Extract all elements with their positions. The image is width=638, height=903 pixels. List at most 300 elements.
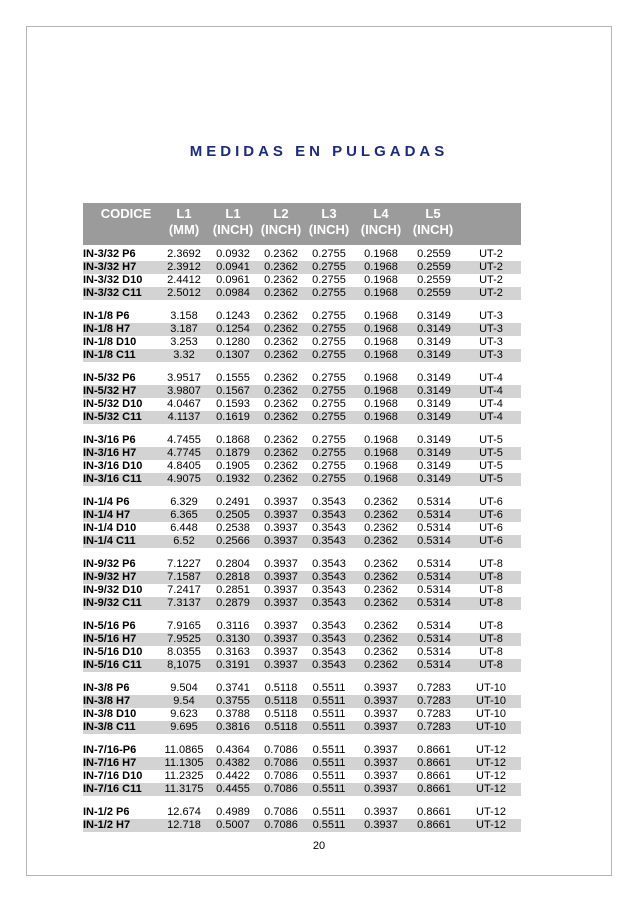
cell-codice: IN-7/16 D10 bbox=[83, 770, 143, 782]
header-l3-top: L3 bbox=[321, 206, 337, 221]
cell-l4-inch: 0.2362 bbox=[364, 633, 398, 645]
cell-l1-mm: 11.0865 bbox=[164, 744, 204, 756]
cell-codice: IN-5/32 P6 bbox=[83, 372, 136, 384]
cell-l1-inch: 0.3788 bbox=[216, 708, 250, 720]
cell-l5-inch: 0.8661 bbox=[417, 806, 451, 818]
cell-codice: IN-5/16 P6 bbox=[83, 620, 136, 632]
cell-codice: IN-1/8 H7 bbox=[83, 323, 131, 335]
table-row bbox=[83, 571, 521, 584]
cell-l1-mm: 2.3912 bbox=[167, 261, 201, 273]
cell-codice: IN-3/8 C11 bbox=[83, 721, 136, 733]
cell-codice: IN-3/8 P6 bbox=[83, 682, 130, 694]
table-row bbox=[83, 434, 521, 447]
cell-l2-inch: 0.7086 bbox=[264, 806, 298, 818]
cell-l5-inch: 0.7283 bbox=[417, 721, 451, 733]
cell-l3-inch: 0.5511 bbox=[312, 721, 346, 733]
cell-l5-inch: 0.3149 bbox=[417, 473, 451, 485]
cell-l1-mm: 4.7745 bbox=[167, 447, 201, 459]
cell-l3-inch: 0.5511 bbox=[312, 770, 346, 782]
cell-l5-inch: 0.2559 bbox=[417, 287, 451, 299]
cell-codice: IN-3/32 H7 bbox=[83, 261, 137, 273]
cell-tool-code: UT-8 bbox=[479, 597, 503, 609]
header-l1-bottom: (INCH) bbox=[212, 222, 254, 237]
cell-l1-inch: 0.4422 bbox=[216, 770, 250, 782]
cell-l1-inch: 0.2851 bbox=[216, 584, 250, 596]
cell-tool-code: UT-12 bbox=[476, 806, 506, 818]
cell-tool-code: UT-12 bbox=[476, 757, 506, 769]
cell-l4-inch: 0.1968 bbox=[364, 349, 398, 361]
header-l1mm-bottom: (MM) bbox=[168, 222, 200, 237]
cell-l4-inch: 0.1968 bbox=[364, 336, 398, 348]
cell-l3-inch: 0.5511 bbox=[312, 757, 346, 769]
cell-l5-inch: 0.3149 bbox=[417, 323, 451, 335]
cell-l1-inch: 0.0984 bbox=[216, 287, 250, 299]
cell-l2-inch: 0.3937 bbox=[264, 597, 298, 609]
cell-codice: IN-9/32 C11 bbox=[83, 597, 142, 609]
cell-codice: IN-5/16 H7 bbox=[83, 633, 137, 645]
cell-l1-inch: 0.1879 bbox=[216, 447, 250, 459]
cell-l5-inch: 0.5314 bbox=[417, 620, 451, 632]
cell-l2-inch: 0.5118 bbox=[264, 721, 298, 733]
cell-l5-inch: 0.8661 bbox=[417, 770, 451, 782]
cell-l1-inch: 0.0941 bbox=[216, 261, 250, 273]
group-spacer bbox=[83, 548, 521, 558]
cell-l5-inch: 0.7283 bbox=[417, 682, 451, 694]
table-row bbox=[83, 522, 521, 535]
cell-l3-inch: 0.2755 bbox=[312, 323, 346, 335]
cell-l1-mm: 3.9807 bbox=[167, 385, 201, 397]
cell-l1-inch: 0.3741 bbox=[216, 682, 250, 694]
cell-l1-inch: 0.3116 bbox=[216, 620, 250, 632]
cell-l1-mm: 3.187 bbox=[170, 323, 198, 335]
cell-tool-code: UT-6 bbox=[479, 509, 503, 521]
table-body bbox=[83, 248, 521, 832]
cell-l2-inch: 0.2362 bbox=[264, 398, 298, 410]
cell-l1-inch: 0.1555 bbox=[216, 372, 250, 384]
header-l1mm bbox=[159, 206, 209, 238]
cell-tool-code: UT-12 bbox=[476, 783, 506, 795]
cell-l1-mm: 11.2325 bbox=[164, 770, 204, 782]
cell-l3-inch: 0.5511 bbox=[312, 708, 346, 720]
cell-l2-inch: 0.7086 bbox=[264, 783, 298, 795]
cell-tool-code: UT-3 bbox=[479, 323, 503, 335]
header-l1-top: L1 bbox=[225, 206, 241, 221]
cell-l4-inch: 0.2362 bbox=[364, 646, 398, 658]
cell-l1-mm: 2.4412 bbox=[167, 274, 201, 286]
cell-l5-inch: 0.3149 bbox=[417, 336, 451, 348]
cell-l1-inch: 0.3163 bbox=[216, 646, 250, 658]
cell-l1-inch: 0.5007 bbox=[216, 819, 250, 831]
cell-l1-mm: 6.448 bbox=[170, 522, 198, 534]
cell-l5-inch: 0.2559 bbox=[417, 274, 451, 286]
cell-l1-mm: 4.0467 bbox=[167, 398, 201, 410]
cell-tool-code: UT-5 bbox=[479, 473, 503, 485]
cell-l5-inch: 0.5314 bbox=[417, 633, 451, 645]
cell-l3-inch: 0.3543 bbox=[312, 633, 346, 645]
cell-l5-inch: 0.5314 bbox=[417, 584, 451, 596]
header-codice bbox=[93, 206, 159, 222]
header-l4-top: L4 bbox=[373, 206, 389, 221]
cell-l3-inch: 0.5511 bbox=[312, 682, 346, 694]
cell-l2-inch: 0.3937 bbox=[264, 558, 298, 570]
table-header bbox=[83, 203, 521, 245]
cell-tool-code: UT-2 bbox=[479, 287, 503, 299]
cell-codice: IN-1/2 P6 bbox=[83, 806, 130, 818]
cell-tool-code: UT-6 bbox=[479, 535, 503, 547]
cell-l3-inch: 0.3543 bbox=[312, 535, 346, 547]
cell-l3-inch: 0.2755 bbox=[312, 336, 346, 348]
cell-l1-inch: 0.0932 bbox=[216, 248, 250, 260]
cell-l4-inch: 0.1968 bbox=[364, 323, 398, 335]
cell-l4-inch: 0.2362 bbox=[364, 522, 398, 534]
cell-l2-inch: 0.7086 bbox=[264, 770, 298, 782]
cell-l1-inch: 0.1932 bbox=[216, 473, 250, 485]
cell-l3-inch: 0.3543 bbox=[312, 571, 346, 583]
cell-l1-mm: 7.9525 bbox=[167, 633, 201, 645]
cell-l4-inch: 0.3937 bbox=[364, 721, 398, 733]
cell-tool-code: UT-5 bbox=[479, 434, 503, 446]
cell-tool-code: UT-2 bbox=[479, 274, 503, 286]
cell-tool-code: UT-8 bbox=[479, 620, 503, 632]
cell-l1-mm: 2.3692 bbox=[167, 248, 201, 260]
cell-l1-mm: 6.365 bbox=[170, 509, 198, 521]
cell-l2-inch: 0.3937 bbox=[264, 535, 298, 547]
cell-l1-inch: 0.1243 bbox=[216, 310, 250, 322]
table-row bbox=[83, 509, 521, 522]
cell-tool-code: UT-5 bbox=[479, 460, 503, 472]
header-l1 bbox=[207, 206, 259, 238]
cell-l1-mm: 7.2417 bbox=[167, 584, 201, 596]
cell-l3-inch: 0.2755 bbox=[312, 385, 346, 397]
cell-l4-inch: 0.1968 bbox=[364, 447, 398, 459]
cell-l2-inch: 0.2362 bbox=[264, 336, 298, 348]
table-row bbox=[83, 584, 521, 597]
cell-l4-inch: 0.1968 bbox=[364, 274, 398, 286]
cell-l3-inch: 0.2755 bbox=[312, 274, 346, 286]
cell-l1-mm: 9.623 bbox=[170, 708, 198, 720]
cell-l1-mm: 7.9165 bbox=[167, 620, 201, 632]
cell-l2-inch: 0.2362 bbox=[264, 434, 298, 446]
cell-l5-inch: 0.5314 bbox=[417, 509, 451, 521]
cell-l5-inch: 0.2559 bbox=[417, 261, 451, 273]
cell-l3-inch: 0.5511 bbox=[312, 819, 346, 831]
cell-l1-mm: 11.3175 bbox=[164, 783, 204, 795]
cell-tool-code: UT-8 bbox=[479, 584, 503, 596]
cell-l1-inch: 0.2818 bbox=[216, 571, 250, 583]
cell-l4-inch: 0.1968 bbox=[364, 310, 398, 322]
table-row bbox=[83, 274, 521, 287]
header-l4-bottom: (INCH) bbox=[360, 222, 402, 237]
header-l4 bbox=[353, 206, 409, 238]
cell-l4-inch: 0.3937 bbox=[364, 806, 398, 818]
table-row bbox=[83, 597, 521, 610]
group-spacer bbox=[83, 362, 521, 372]
cell-l3-inch: 0.5511 bbox=[312, 695, 346, 707]
cell-tool-code: UT-12 bbox=[476, 819, 506, 831]
cell-l1-inch: 0.3191 bbox=[216, 659, 250, 671]
cell-l3-inch: 0.2755 bbox=[312, 460, 346, 472]
cell-l1-inch: 0.3130 bbox=[216, 633, 250, 645]
cell-l1-mm: 4.1137 bbox=[167, 411, 201, 423]
cell-l1-mm: 3.158 bbox=[170, 310, 198, 322]
cell-l4-inch: 0.1968 bbox=[364, 287, 398, 299]
cell-l2-inch: 0.2362 bbox=[264, 261, 298, 273]
cell-l1-mm: 7.3137 bbox=[167, 597, 201, 609]
cell-l2-inch: 0.3937 bbox=[264, 659, 298, 671]
cell-l4-inch: 0.1968 bbox=[364, 372, 398, 384]
cell-tool-code: UT-5 bbox=[479, 447, 503, 459]
header-l5 bbox=[403, 206, 463, 238]
cell-codice: IN-1/8 C11 bbox=[83, 349, 136, 361]
table-row bbox=[83, 261, 521, 274]
cell-codice: IN-3/16 H7 bbox=[83, 447, 137, 459]
cell-l2-inch: 0.2362 bbox=[264, 473, 298, 485]
cell-l5-inch: 0.8661 bbox=[417, 819, 451, 831]
cell-l3-inch: 0.3543 bbox=[312, 496, 346, 508]
cell-codice: IN-5/32 C11 bbox=[83, 411, 142, 423]
header-l2 bbox=[255, 206, 307, 238]
cell-codice: IN-9/32 D10 bbox=[83, 584, 143, 596]
cell-l1-inch: 0.1254 bbox=[216, 323, 250, 335]
table-row bbox=[83, 349, 521, 362]
table-row bbox=[83, 757, 521, 770]
cell-codice: IN-3/32 C11 bbox=[83, 287, 142, 299]
cell-codice: IN-9/32 H7 bbox=[83, 571, 137, 583]
cell-codice: IN-5/32 D10 bbox=[83, 398, 143, 410]
cell-l5-inch: 0.5314 bbox=[417, 571, 451, 583]
cell-l4-inch: 0.1968 bbox=[364, 411, 398, 423]
group-spacer bbox=[83, 610, 521, 620]
cell-tool-code: UT-4 bbox=[479, 372, 503, 384]
cell-l5-inch: 0.7283 bbox=[417, 695, 451, 707]
cell-tool-code: UT-4 bbox=[479, 398, 503, 410]
cell-l4-inch: 0.2362 bbox=[364, 558, 398, 570]
cell-l1-inch: 0.1619 bbox=[216, 411, 250, 423]
cell-l3-inch: 0.5511 bbox=[312, 744, 346, 756]
cell-l1-inch: 0.3755 bbox=[216, 695, 250, 707]
cell-l2-inch: 0.7086 bbox=[264, 757, 298, 769]
header-l1mm-top: L1 bbox=[176, 206, 192, 221]
cell-codice: IN-1/4 C11 bbox=[83, 535, 136, 547]
table-row bbox=[83, 372, 521, 385]
cell-l5-inch: 0.5314 bbox=[417, 659, 451, 671]
cell-l1-mm: 4.8405 bbox=[167, 460, 201, 472]
cell-l2-inch: 0.7086 bbox=[264, 744, 298, 756]
cell-l1-inch: 0.2804 bbox=[216, 558, 250, 570]
cell-l3-inch: 0.2755 bbox=[312, 473, 346, 485]
header-l5-bottom: (INCH) bbox=[412, 222, 454, 237]
cell-l1-mm: 2.5012 bbox=[167, 287, 201, 299]
cell-l5-inch: 0.5314 bbox=[417, 646, 451, 658]
cell-tool-code: UT-10 bbox=[476, 682, 506, 694]
table-row bbox=[83, 646, 521, 659]
cell-l2-inch: 0.2362 bbox=[264, 460, 298, 472]
cell-l2-inch: 0.3937 bbox=[264, 522, 298, 534]
cell-tool-code: UT-8 bbox=[479, 646, 503, 658]
cell-tool-code: UT-6 bbox=[479, 496, 503, 508]
cell-l4-inch: 0.2362 bbox=[364, 597, 398, 609]
cell-l1-inch: 0.1307 bbox=[216, 349, 250, 361]
cell-l2-inch: 0.2362 bbox=[264, 447, 298, 459]
cell-codice: IN-3/32 P6 bbox=[83, 248, 136, 260]
cell-l3-inch: 0.2755 bbox=[312, 447, 346, 459]
cell-l2-inch: 0.2362 bbox=[264, 323, 298, 335]
cell-l4-inch: 0.1968 bbox=[364, 398, 398, 410]
cell-tool-code: UT-3 bbox=[479, 336, 503, 348]
cell-l2-inch: 0.5118 bbox=[264, 708, 298, 720]
cell-l4-inch: 0.1968 bbox=[364, 385, 398, 397]
cell-l5-inch: 0.3149 bbox=[417, 398, 451, 410]
cell-l1-mm: 8,1075 bbox=[167, 659, 201, 671]
cell-l2-inch: 0.2362 bbox=[264, 274, 298, 286]
cell-l4-inch: 0.1968 bbox=[364, 248, 398, 260]
cell-codice: IN-1/4 H7 bbox=[83, 509, 131, 521]
cell-tool-code: UT-12 bbox=[476, 744, 506, 756]
table-row bbox=[83, 336, 521, 349]
cell-l4-inch: 0.2362 bbox=[364, 620, 398, 632]
table-row bbox=[83, 721, 521, 734]
table-row bbox=[83, 708, 521, 721]
cell-l1-inch: 0.4455 bbox=[216, 783, 250, 795]
cell-l1-inch: 0.4382 bbox=[216, 757, 250, 769]
cell-l5-inch: 0.3149 bbox=[417, 411, 451, 423]
cell-l2-inch: 0.2362 bbox=[264, 287, 298, 299]
cell-l3-inch: 0.3543 bbox=[312, 522, 346, 534]
cell-l2-inch: 0.3937 bbox=[264, 584, 298, 596]
table-row bbox=[83, 287, 521, 300]
cell-l3-inch: 0.2755 bbox=[312, 434, 346, 446]
cell-tool-code: UT-12 bbox=[476, 770, 506, 782]
group-spacer bbox=[83, 486, 521, 496]
cell-l4-inch: 0.1968 bbox=[364, 434, 398, 446]
cell-l4-inch: 0.3937 bbox=[364, 770, 398, 782]
cell-l4-inch: 0.2362 bbox=[364, 571, 398, 583]
cell-l5-inch: 0.2559 bbox=[417, 248, 451, 260]
cell-l5-inch: 0.3149 bbox=[417, 460, 451, 472]
table-row bbox=[83, 473, 521, 486]
cell-codice: IN-9/32 P6 bbox=[83, 558, 136, 570]
cell-l2-inch: 0.3937 bbox=[264, 509, 298, 521]
cell-l1-mm: 4.9075 bbox=[167, 473, 201, 485]
cell-tool-code: UT-4 bbox=[479, 385, 503, 397]
cell-l1-inch: 0.4364 bbox=[216, 744, 250, 756]
cell-l3-inch: 0.2755 bbox=[312, 372, 346, 384]
table-row bbox=[83, 620, 521, 633]
cell-l5-inch: 0.3149 bbox=[417, 385, 451, 397]
cell-l1-mm: 11.1305 bbox=[164, 757, 204, 769]
cell-tool-code: UT-10 bbox=[476, 721, 506, 733]
cell-l4-inch: 0.2362 bbox=[364, 496, 398, 508]
cell-tool-code: UT-6 bbox=[479, 522, 503, 534]
cell-l2-inch: 0.2362 bbox=[264, 372, 298, 384]
cell-l5-inch: 0.5314 bbox=[417, 535, 451, 547]
cell-l1-inch: 0.1280 bbox=[216, 336, 250, 348]
cell-l4-inch: 0.2362 bbox=[364, 659, 398, 671]
table-row bbox=[83, 819, 521, 832]
cell-l3-inch: 0.3543 bbox=[312, 620, 346, 632]
cell-l4-inch: 0.2362 bbox=[364, 509, 398, 521]
cell-codice: IN-1/8 D10 bbox=[83, 336, 137, 348]
cell-l1-inch: 0.4989 bbox=[216, 806, 250, 818]
cell-l5-inch: 0.3149 bbox=[417, 434, 451, 446]
table-row bbox=[83, 310, 521, 323]
table-row bbox=[83, 385, 521, 398]
cell-codice: IN-1/4 D10 bbox=[83, 522, 137, 534]
cell-l2-inch: 0.3937 bbox=[264, 633, 298, 645]
cell-codice: IN-5/16 C11 bbox=[83, 659, 142, 671]
cell-l3-inch: 0.2755 bbox=[312, 349, 346, 361]
cell-l1-mm: 3.32 bbox=[173, 349, 195, 361]
cell-tool-code: UT-8 bbox=[479, 659, 503, 671]
cell-tool-code: UT-8 bbox=[479, 558, 503, 570]
cell-l1-inch: 0.2879 bbox=[216, 597, 250, 609]
cell-codice: IN-5/32 H7 bbox=[83, 385, 137, 397]
cell-l2-inch: 0.7086 bbox=[264, 819, 298, 831]
table-row bbox=[83, 806, 521, 819]
cell-l5-inch: 0.3149 bbox=[417, 372, 451, 384]
cell-l5-inch: 0.8661 bbox=[417, 757, 451, 769]
cell-l1-inch: 0.1593 bbox=[216, 398, 250, 410]
cell-l2-inch: 0.2362 bbox=[264, 349, 298, 361]
cell-l5-inch: 0.5314 bbox=[417, 597, 451, 609]
cell-l4-inch: 0.3937 bbox=[364, 783, 398, 795]
cell-l3-inch: 0.2755 bbox=[312, 310, 346, 322]
cell-l2-inch: 0.3937 bbox=[264, 571, 298, 583]
cell-l4-inch: 0.1968 bbox=[364, 473, 398, 485]
cell-l2-inch: 0.5118 bbox=[264, 682, 298, 694]
cell-l2-inch: 0.3937 bbox=[264, 646, 298, 658]
cell-l1-mm: 9.504 bbox=[170, 682, 198, 694]
cell-l1-inch: 0.1868 bbox=[216, 434, 250, 446]
cell-l1-inch: 0.3816 bbox=[216, 721, 250, 733]
cell-codice: IN-1/8 P6 bbox=[83, 310, 130, 322]
cell-tool-code: UT-10 bbox=[476, 695, 506, 707]
cell-l2-inch: 0.5118 bbox=[264, 695, 298, 707]
cell-l5-inch: 0.5314 bbox=[417, 558, 451, 570]
cell-l1-mm: 9.695 bbox=[170, 721, 198, 733]
cell-tool-code: UT-3 bbox=[479, 349, 503, 361]
table-row bbox=[83, 496, 521, 509]
group-spacer bbox=[83, 300, 521, 310]
cell-l3-inch: 0.2755 bbox=[312, 248, 346, 260]
cell-l1-mm: 12.718 bbox=[167, 819, 201, 831]
cell-tool-code: UT-8 bbox=[479, 633, 503, 645]
cell-l2-inch: 0.2362 bbox=[264, 310, 298, 322]
cell-tool-code: UT-2 bbox=[479, 248, 503, 260]
cell-l1-inch: 0.0961 bbox=[216, 274, 250, 286]
cell-codice: IN-3/8 H7 bbox=[83, 695, 131, 707]
cell-l1-inch: 0.1567 bbox=[216, 385, 250, 397]
cell-l3-inch: 0.2755 bbox=[312, 261, 346, 273]
cell-codice: IN-5/16 D10 bbox=[83, 646, 143, 658]
group-spacer bbox=[83, 796, 521, 806]
cell-l4-inch: 0.3937 bbox=[364, 708, 398, 720]
cell-l1-inch: 0.2538 bbox=[216, 522, 250, 534]
header-l5-top: L5 bbox=[425, 206, 441, 221]
cell-l1-mm: 4.7455 bbox=[167, 434, 201, 446]
cell-l1-mm: 6.329 bbox=[170, 496, 198, 508]
cell-l1-inch: 0.2566 bbox=[216, 535, 250, 547]
table-row bbox=[83, 682, 521, 695]
cell-tool-code: UT-4 bbox=[479, 411, 503, 423]
cell-codice: IN-7/16-P6 bbox=[83, 744, 137, 756]
cell-l5-inch: 0.7283 bbox=[417, 708, 451, 720]
cell-codice: IN-3/8 D10 bbox=[83, 708, 137, 720]
cell-codice: IN-3/16 P6 bbox=[83, 434, 136, 446]
cell-codice: IN-1/4 P6 bbox=[83, 496, 130, 508]
cell-l3-inch: 0.3543 bbox=[312, 558, 346, 570]
cell-l4-inch: 0.3937 bbox=[364, 695, 398, 707]
